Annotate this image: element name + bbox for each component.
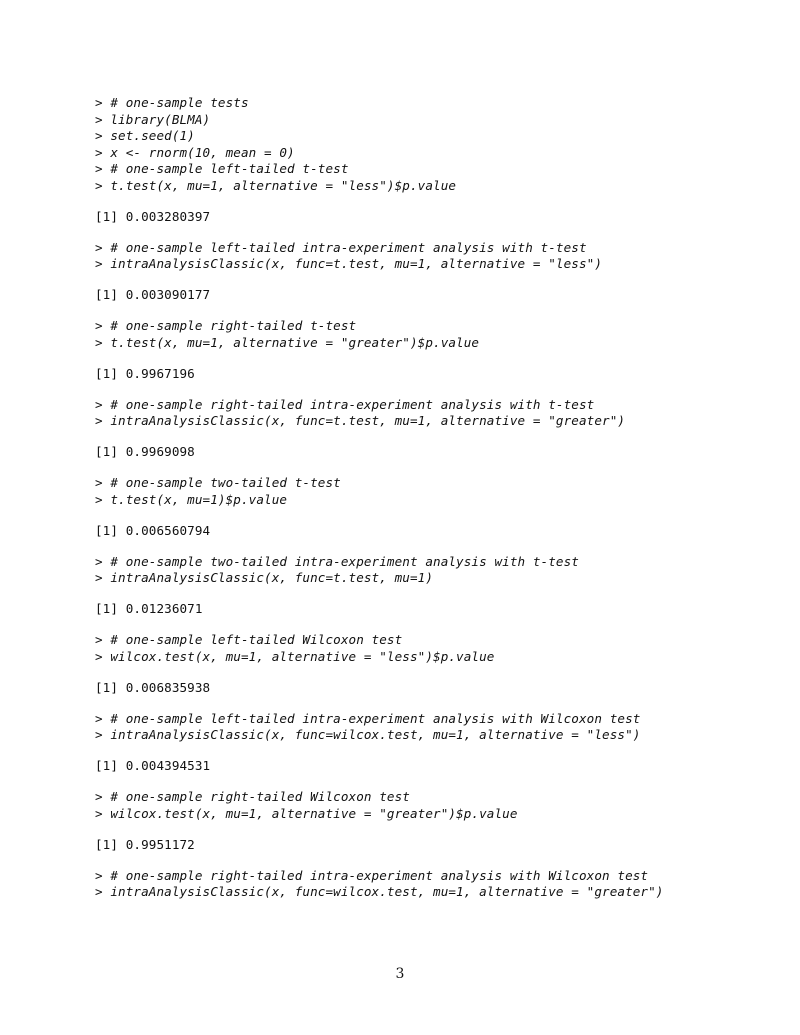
- output-line: [1] 0.003090177: [95, 287, 211, 302]
- output-line: [1] 0.003280397: [95, 208, 211, 224]
- code-line: > library(BLMA): [95, 111, 211, 127]
- output-block: [95, 680, 755, 697]
- output-block: [95, 601, 755, 618]
- output-line: [1] 0.9969098: [95, 444, 195, 459]
- code-line: > t.test(x, mu=1, alternative = "less")$p.value: [95, 177, 457, 193]
- code-line: > # one-sample left-tailed t-test: [95, 161, 349, 176]
- output-block: [95, 209, 755, 226]
- code-block: [95, 868, 755, 901]
- code-line: > # one-sample right-tailed intra-experiment analysis with Wilcoxon test: [95, 867, 649, 883]
- code-line: > t.test(x, mu=1, alternative = "greater")$p.value: [95, 334, 480, 350]
- code-block: [95, 475, 755, 508]
- code-line: > wilcox.test(x, mu=1, alternative = "less")$p.value: [95, 648, 495, 664]
- code-line: > # one-sample right-tailed t-test: [95, 318, 357, 333]
- code-block: [95, 554, 755, 587]
- code-line: > intraAnalysisClassic(x, func=t.test, mu=1, alternative = "less"): [95, 256, 603, 271]
- code-block: [95, 318, 755, 351]
- code-block: [95, 632, 755, 665]
- code-line: > # one-sample left-tailed intra-experiment analysis with Wilcoxon test: [95, 710, 641, 726]
- output-block: [95, 837, 755, 854]
- output-line: [1] 0.9951172: [95, 836, 195, 852]
- code-block: [95, 95, 755, 194]
- code-line: > intraAnalysisClassic(x, func=wilcox.test, mu=1, alternative = "greater"): [95, 884, 664, 899]
- code-line: > # one-sample left-tailed Wilcoxon test: [95, 632, 403, 647]
- output-line: [1] 0.006835938: [95, 679, 211, 695]
- output-line: [1] 0.004394531: [95, 758, 211, 773]
- code-block: [95, 711, 755, 744]
- code-line: > set.seed(1): [95, 128, 195, 143]
- output-block: [95, 758, 755, 775]
- code-block: [95, 240, 755, 273]
- document-body: [95, 95, 755, 915]
- code-line: > intraAnalysisClassic(x, func=t.test, mu=1, alternative = "greater"): [95, 413, 626, 428]
- code-line: > # one-sample tests: [95, 95, 249, 110]
- output-line: [1] 0.01236071: [95, 601, 203, 616]
- output-block: [95, 287, 755, 304]
- code-line: > intraAnalysisClassic(x, func=t.test, mu=1): [95, 570, 434, 585]
- code-line: > x <- rnorm(10, mean = 0): [95, 144, 295, 160]
- code-line: > # one-sample left-tailed intra-experiment analysis with t-test: [95, 239, 587, 255]
- output-block: [95, 444, 755, 461]
- output-line: [1] 0.9967196: [95, 365, 195, 381]
- code-block: [95, 397, 755, 430]
- code-line: > wilcox.test(x, mu=1, alternative = "greater")$p.value: [95, 805, 518, 821]
- code-line: > # one-sample two-tailed t-test: [95, 475, 341, 490]
- code-line: > # one-sample two-tailed intra-experiment analysis with t-test: [95, 553, 579, 569]
- page-number: 3: [395, 966, 405, 982]
- output-line: [1] 0.006560794: [95, 522, 211, 538]
- code-line: > t.test(x, mu=1)$p.value: [95, 491, 288, 507]
- code-line: > # one-sample right-tailed intra-experiment analysis with t-test: [95, 396, 595, 412]
- code-block: [95, 789, 755, 822]
- output-block: [95, 366, 755, 383]
- code-line: > # one-sample right-tailed Wilcoxon test: [95, 789, 410, 804]
- code-line: > intraAnalysisClassic(x, func=wilcox.test, mu=1, alternative = "less"): [95, 727, 641, 742]
- output-block: [95, 523, 755, 540]
